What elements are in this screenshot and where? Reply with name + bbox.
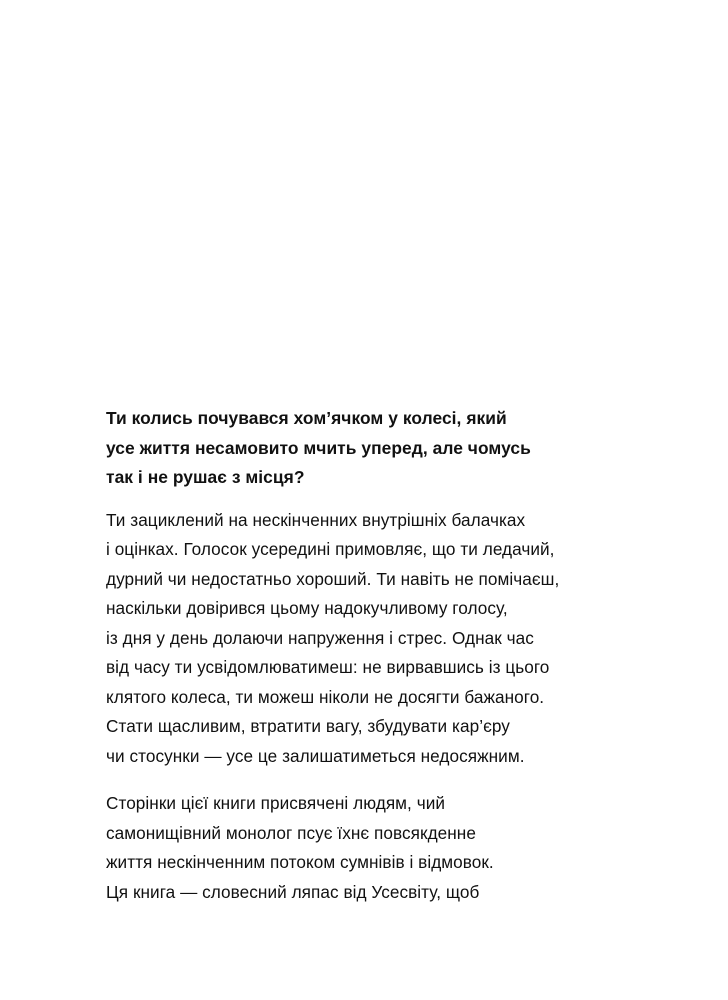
- paragraph-line: дурний чи недостатньо хороший. Ти навіть не помічаєш,: [106, 568, 560, 589]
- paragraph-line: Ця книга — словесний ляпас від Усесвіту, щоб: [106, 881, 480, 902]
- lead-line: так і не рушає з місця?: [106, 467, 305, 487]
- lead-line: усе життя несамовито мчить уперед, але чомусь: [106, 437, 531, 458]
- paragraph-line: від часу ти усвідомлюватимеш: не вирвавшись із цього: [106, 657, 550, 677]
- lead-question: [106, 404, 666, 493]
- paragraph-line: із дня у день долаючи напруження і стрес. Однак час: [106, 627, 534, 648]
- paragraph-2: [106, 789, 666, 907]
- paragraph-line: самонищівний монолог псує їхнє повсякденне: [106, 822, 476, 843]
- paragraph-line: життя нескінченним потоком сумнівів і відмовок.: [106, 852, 494, 872]
- paragraph-line: наскільки довірився цьому надокучливому голосу,: [106, 598, 508, 618]
- page-text: [106, 404, 666, 925]
- paragraph-1: [106, 506, 666, 772]
- paragraph-line: клятого колеса, ти можеш ніколи не досягти бажаного.: [106, 686, 545, 707]
- paragraph-line: і оцінках. Голосок усередині примовляє, що ти ледачий,: [106, 539, 555, 559]
- paragraph-line: чи стосунки — усе це залишатиметься недосяжним.: [106, 745, 525, 766]
- paragraph-line: Сторінки цієї книги присвячені людям, чий: [106, 793, 446, 813]
- paragraph-line: Ти зациклений на нескінченних внутрішніх балачках: [106, 509, 526, 530]
- lead-line: Ти колись почувався хом’ячком у колесі, який: [106, 408, 507, 428]
- paragraph-line: Стати щасливим, втратити вагу, збудувати кар’єру: [106, 716, 510, 736]
